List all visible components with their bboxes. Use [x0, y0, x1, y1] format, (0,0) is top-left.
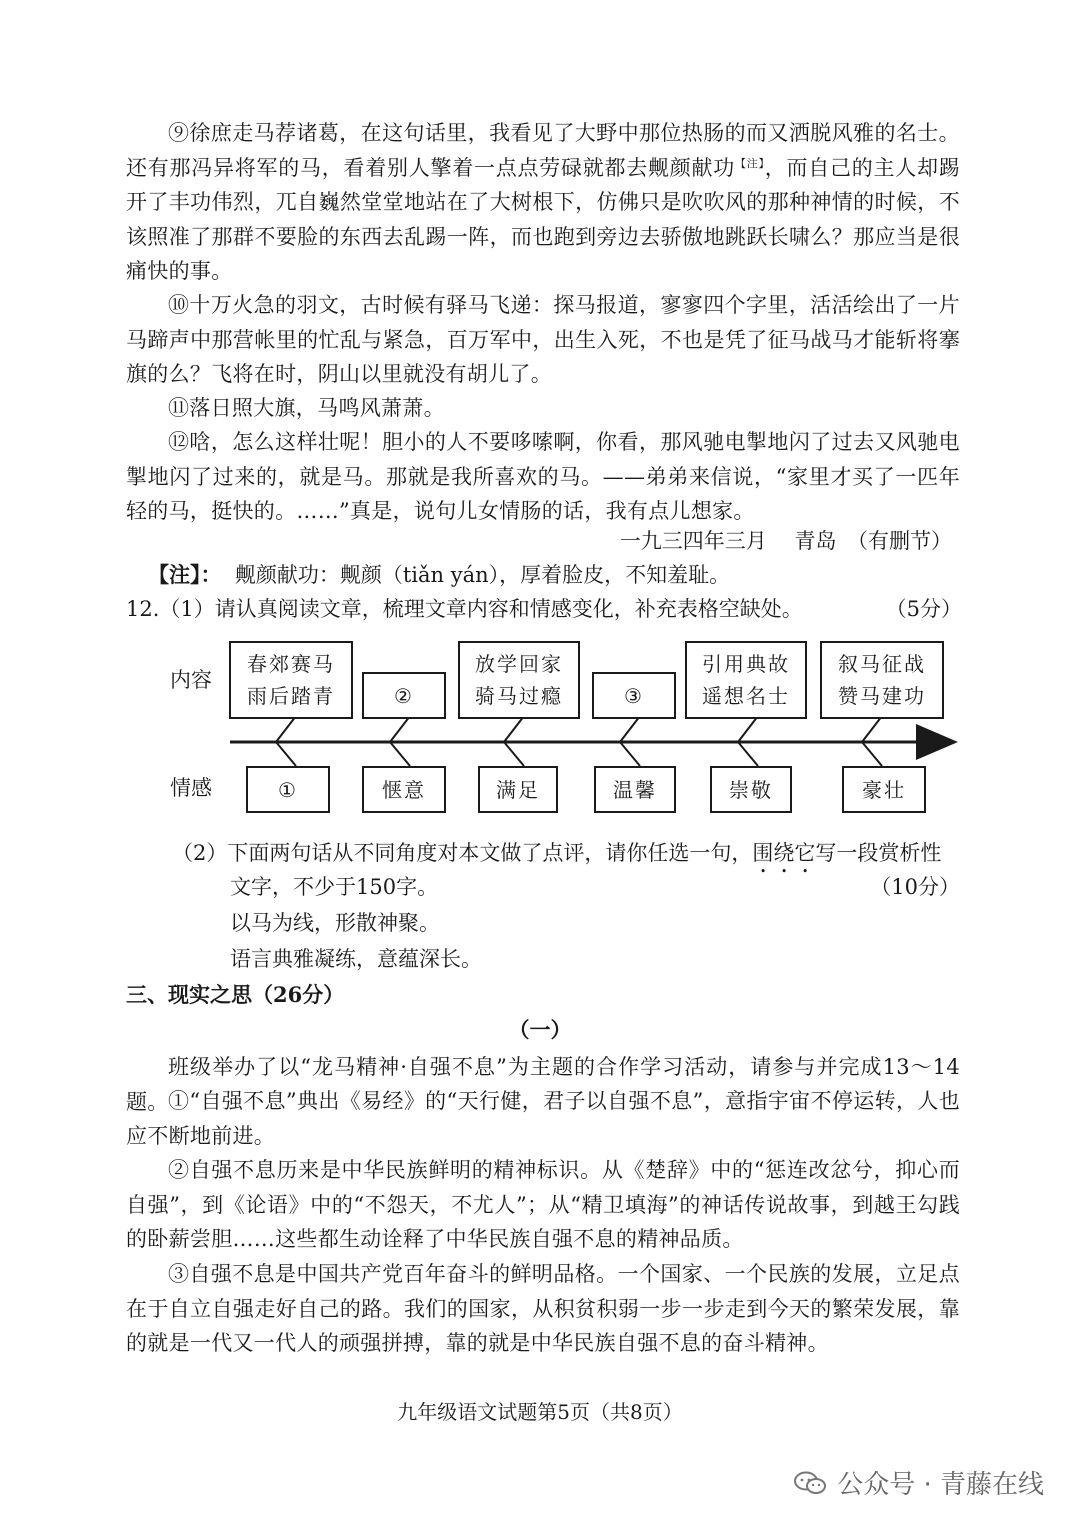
emotion-box-3: [478, 766, 558, 813]
emotion-row-label: 情感: [170, 776, 212, 800]
emotion-box-2: [362, 766, 446, 813]
content-box-2-marker: ②: [394, 683, 414, 708]
emphasized-phrase: 围绕它: [752, 841, 816, 865]
paragraph-9-text-b: ，而自己的主人却踢开了丰功伟烈，兀自巍然堂堂地站在了大树根下，仿佛只是吹吹风的那种神情的时候，不该照准了那群不要脸的东西去乱踢一阵，而也跑到旁边去骄傲地跳跃长啸么？那应当是很痛快的事。: [126, 155, 960, 283]
comment-option-2: 语言典雅凝练，意蕴深长。: [230, 947, 482, 971]
content-box-5-line-2: 遥想名士: [702, 684, 790, 708]
annotation-text: 觍颜献功：觍颜（tiǎn yán），厚着脸皮，不知羞耻。: [234, 563, 731, 587]
section-3-title: 三、现实之思（26分）: [126, 982, 345, 1007]
question-12-part-2-text-a: （2）下面两句话从不同角度对本文做了点评，请你任选一句，: [172, 841, 753, 865]
content-box-5-line-1: 引用典故: [702, 652, 790, 676]
content-box-3: [458, 641, 580, 719]
content-box-4-blank[interactable]: [592, 672, 676, 719]
emotion-box-3-text: 满足: [496, 777, 540, 802]
content-box-3-line-2: 骑马过瘾: [475, 684, 563, 708]
paragraph-9-text-a: ⑨徐庶走马荐诸葛，在这句话里，我看见了大野中那位热肠的而又洒脱风雅的名士。还有那冯异将军的马，看着别人擎着一点点劳碌就都去觍颜献功: [126, 121, 960, 180]
note-marker: 【注】: [734, 156, 765, 170]
question-12-part-2-text-b: 写一段赏析性: [815, 841, 942, 865]
passage-signature: 一九三四年三月 青岛 （有删节）: [619, 529, 952, 553]
content-box-1: [229, 641, 353, 719]
question-12-part-2-score: （10分）: [870, 875, 960, 899]
question-12-part-1: 12.（1）请认真阅读文章，梳理文章内容和情感变化，补充表格空缺处。: [126, 597, 803, 621]
emotion-box-6-text: 豪壮: [862, 777, 906, 802]
comment-option-1: 以马为线，形散神聚。: [230, 911, 440, 935]
question-12-part-1-score: （5分）: [885, 597, 962, 621]
content-box-6-line-1: 叙马征战: [838, 652, 926, 676]
emotion-box-4: [594, 766, 676, 813]
content-row-label: 内容: [170, 668, 212, 692]
emotion-box-1-marker: ①: [278, 777, 298, 802]
content-box-4-marker: ③: [624, 683, 644, 708]
watermark: [793, 1464, 1044, 1501]
emotion-box-2-text: 惬意: [382, 777, 426, 802]
emotion-box-1-blank[interactable]: [246, 766, 330, 813]
wechat-icon: [793, 1471, 827, 1495]
emotion-box-5-text: 崇敬: [729, 777, 773, 802]
section-3-intro: 班级举办了以“龙马精神·自强不息”为主题的合作学习活动，请参与并完成13～14题。: [126, 1055, 960, 1114]
emotion-box-5: [710, 766, 792, 813]
content-box-1-line-2: 雨后踏青: [247, 684, 335, 708]
emotion-box-6: [842, 766, 926, 813]
page-footer: 九年级语文试题第5页（共8页）: [397, 1400, 683, 1424]
content-box-6: [820, 641, 944, 719]
material-1: ①“自强不息”典出《易经》的“天行健，君子以自强不息”，意指宇宙不停运转，人也应不断地前进。: [126, 1089, 960, 1148]
section-3-subtitle: （一）: [508, 1017, 572, 1042]
content-box-1-line-1: 春郊赛马: [247, 652, 335, 676]
paragraph-11: ⑪落日照大旗，马鸣风萧萧。: [168, 396, 445, 420]
content-box-3-line-1: 放学回家: [475, 652, 563, 676]
paragraph-12: ⑫唅，怎么这样壮呢！胆小的人不要哆嗦啊，你看，那风驰电掣地闪了过去又风驰电掣地闪了过来的，就是马。那就是我所喜欢的马。——弟弟来信说，“家里才买了一匹年轻的马，挺快的。……”真是，说句儿女情肠的话，我有点儿想家。: [126, 430, 960, 523]
paragraph-10: ⑩十万火急的羽文，古时候有驿马飞递：探马报道，寥寥四个字里，活活绘出了一片马蹄声中那营帐里的忙乱与紧急，百万军中，出生入死，不也是凭了征马战马才能斩将搴旗的么？飞将在时，阴山以里就没有胡儿了。: [126, 293, 960, 386]
content-box-6-line-2: 赞马建功: [838, 684, 926, 708]
material-3: ③自强不息是中国共产党百年奋斗的鲜明品格。一个国家、一个民族的发展，立足点在于自立自强走好自己的路。我们的国家，从积贫积弱一步一步走到今天的繁荣发展，靠的就是一代又一代人的顽强拼搏，靠的就是中华民族自强不息的奋斗精神。: [126, 1262, 960, 1355]
question-12-part-2-line-2: 文字，不少于150字。: [230, 875, 439, 899]
content-box-5: [685, 641, 807, 719]
annotation-label: 【注】：: [148, 562, 222, 587]
watermark-text: 公众号 · 青藤在线: [837, 1470, 1044, 1500]
content-box-2-blank[interactable]: [362, 672, 446, 719]
material-2: ②自强不息历来是中华民族鲜明的精神标识。从《楚辞》中的“惩连改忿兮，抑心而自强”，到《论语》中的“不怨天，不尤人”；从“精卫填海”的神话传说故事，到越王勾践的卧薪尝胆……这些都生动诠释了中华民族自强不息的精神品质。: [126, 1158, 960, 1251]
emotion-box-4-text: 温馨: [613, 777, 657, 802]
